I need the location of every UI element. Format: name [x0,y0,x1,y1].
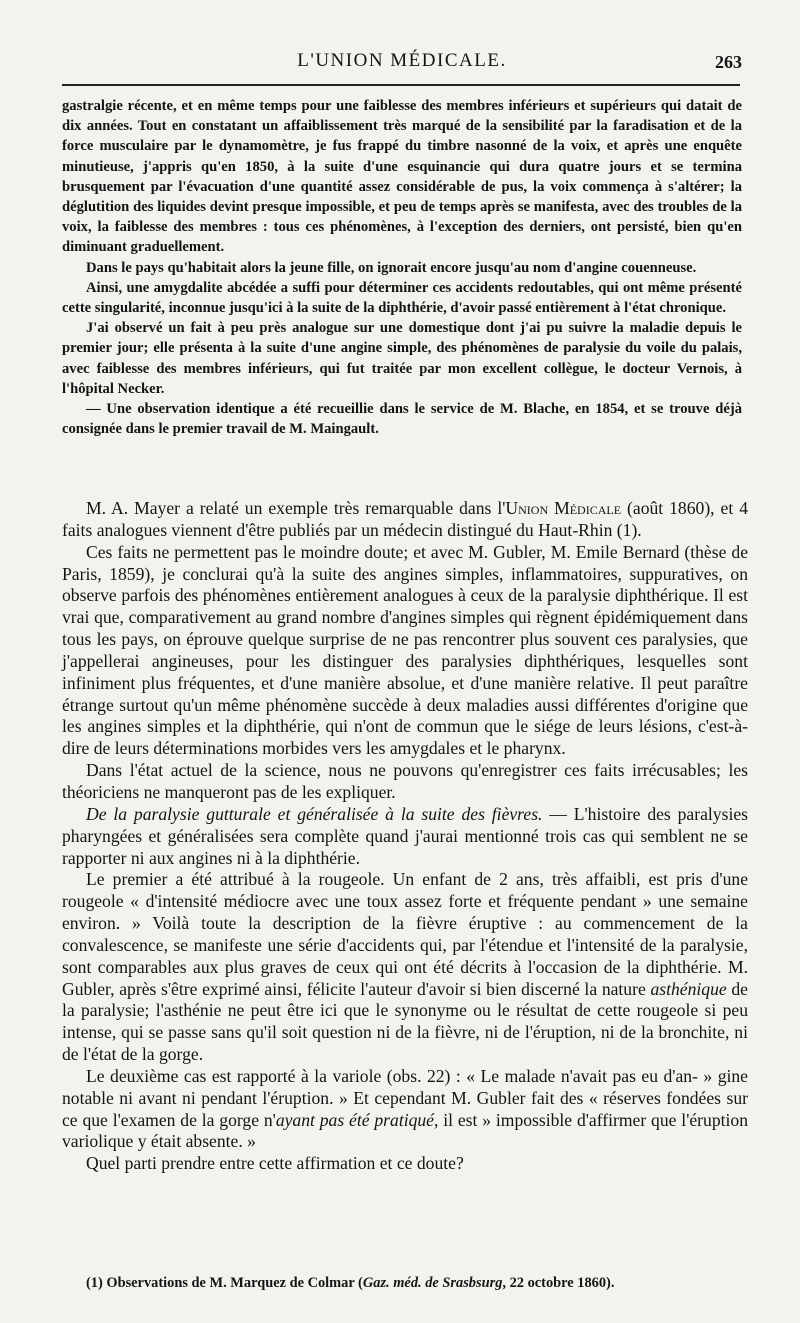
emphasis: asthénique [650,978,727,999]
paragraph: gastralgie récente, et en même temps pour une faiblesse des membres inférieurs et supérieurs qui datait de dix années. Tout en constatant un affaiblissement très marqué de la sensibilité par la faradisation et de la force musculaire par le dynamomètre, je fus frappé du timbre nasonné de la voix, et après une enquête minutieuse, j'appris qu'en 1850, à la suite d'une esquinancie qui dura quatre jours et se termina brusquement par l'évacuation d'une quantité assez considérable de pus, la voix commença à s'altérer; la déglutition des liquides devint presque impossible, et peu de temps après se manifesta, avec des troubles de la voix, la faiblesse des membres : tous ces phénomènes, à l'exception des derniers, ont persisté, bien qu'en diminuant graduellement. [62,98,742,256]
header-rule [62,84,740,86]
section-heading: De la paralysie gutturale et généralisée à la suite des fièvres. [86,803,543,824]
paragraph: J'ai observé un fait à peu près analogue sur une domestique dont j'ai pu suivre la maladie depuis le premier jour; elle présenta à la suite d'une angine simple, des phénomènes de paralysie du voile du palais, avec faiblesse des membres inférieurs, qui fut traitée par mon excellent collègue, le docteur Vernois, à l'hôpital Necker. [62,320,742,397]
paragraph: Quel parti prendre entre cette affirmation et ce doute? [86,1153,464,1174]
paragraph: Ainsi, une amygdalite abcédée a suffi pour déterminer ces accidents redoutables, qui ont même présenté cette singularité, inconnue jusqu'ici à la suite de la diphthérie, d'avoir passé entièrement à l'état chronique. [62,279,742,317]
text-run: , 22 octobre 1860). [502,1275,615,1291]
main-text-section [62,498,748,1175]
text-run: de la paralysie; l'asthénie ne peut être ici que le synonyme ou le résultat de cette rougeole si peu intense, qui se passe sans qu'il soit question ni de la fièvre, ni de l'éruption, ni de la bronchite, ni de l'état de la gorge. [62,978,748,1065]
paragraph: Dans le pays qu'habitait alors la jeune fille, on ignorait encore jusqu'au nom d'angine couenneuse. [86,259,697,276]
paragraph: — Une observation identique a été recueillie dans le service de M. Blache, en 1854, et se trouve déjà consignée dans le premier travail de M. Maingault. [62,401,742,438]
journal-name: Gaz. méd. de Srasbsurg [362,1275,503,1291]
text-run: , il est » impossible d'affirmer que l'éruption variolique y était absente. » [62,1109,748,1152]
emphasis: ayant pas été pratiqué [275,1109,434,1130]
small-print-section [62,96,742,439]
text-run: M. A. Mayer a relaté un exemple très remarquable dans l' [86,498,506,518]
paragraph [62,1066,748,1153]
text-run: Le premier a été attribué à la rougeole. Un enfant de 2 ans, très affaibli, est pris d'une rougeole « d'intensité médiocre avec une toux assez forte et fréquente pendant » une semaine environ. » Voilà toute la description de la fièvre éruptive : au commencement de la convalescence, se manifeste une série d'accidents qui, par l'étendue et l'intensité de la paralysie, sont comparables aux plus graves de ceux qui ont été décrits à l'occasion de la diphthérie. M. Gubler, après s'être exprimé ainsi, félicite l'auteur d'avoir si bien discerné la nature [62,869,748,999]
paragraph [62,804,748,870]
paragraph: Dans l'état actuel de la science, nous ne pouvons qu'enregistrer ces faits irrécusables; les théoriciens ne manqueront pas de les expliquer. [62,760,748,802]
paragraph [62,498,748,542]
text-run: Le deuxième cas est rapporté à la variole (obs. 22) : « Le malade n'avait pas eu d'an- » gine notable ni avant ni pendant l'éruption. » Et cependant M. Gubler fait des « réserves fondées sur ce que l'examen de la gorge n' [62,1065,748,1130]
paragraph: Ces faits ne permettent pas le moindre doute; et avec M. Gubler, M. Emile Bernard (thèse de Paris, 1859), je conclurai qu'à la suite des angines simples, inflammatoires, suppuratives, on observe parfois des phénomènes entièrement analogues à ceux de la paralysie diphthérique. Il est vrai que, comparativement au grand nombre d'angines simples qui règnent épidémiquement dans tous les pays, on éprouve quelque surprise de ne pas rencontrer plus souvent ces paralysies, que j'appellerai angineuses, pour les distinguer des paralysies diphthériques, lesquelles sont infiniment plus fréquentes, et d'une manière absolue, et d'une manière relative. Il peut paraître étrange surtout qu'un même phénomène succède à deux maladies aussi différentes d'origine que les angines simples et la diphthérie, qui n'ont de commun que le siége de leurs lésions, c'est-à-dire de leurs déterminations morbides vers les amygdales et le pharynx. [62,541,748,759]
text-run: (1) Observations de M. Marquez de Colmar ( [86,1275,363,1291]
text-run: — L'histoire des paralysies pharyngées et généralisées sera complète quand j'aurai mentionné trois cas qui semblent ne se rapporter ni aux angines ni à la diphthérie. [62,803,748,868]
paragraph [62,869,748,1066]
running-title: L'UNION MÉDICALE. [297,50,507,71]
page-number: 263 [715,52,742,72]
page-header [62,50,742,80]
journal-name: Union Médicale [505,498,622,518]
text-run: (août 1860), et 4 faits analogues viennent d'être publiés par un médecin distingué du Haut-Rhin (1). [62,498,749,540]
footnote [86,1274,736,1292]
